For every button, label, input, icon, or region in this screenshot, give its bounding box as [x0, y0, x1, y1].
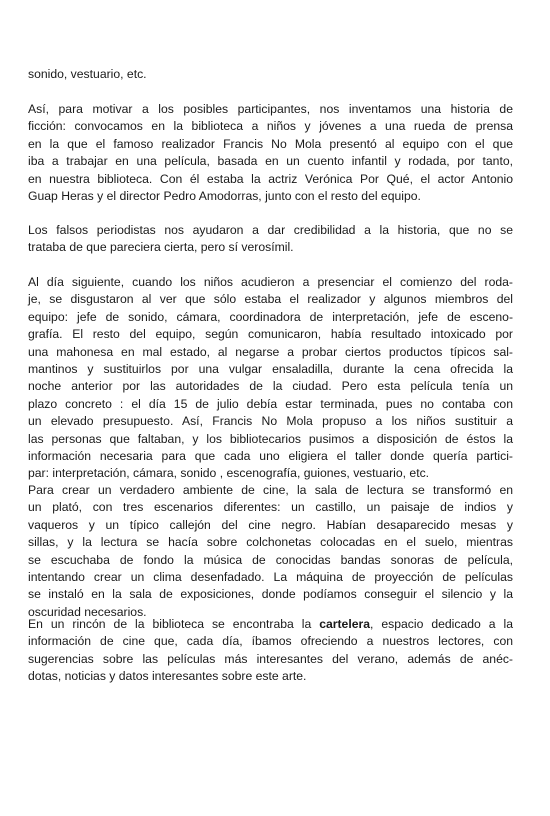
- paragraph-continuation: [28, 66, 513, 83]
- text-line: información necesaria para que cada uno eligiera el taller donde quería partici-: [28, 449, 513, 464]
- text-line: en la que el famoso realizador Francis No Mola presentó al equipo con el que: [28, 136, 513, 151]
- text-line: par: interpretación, cámara, sonido , escenografía, guiones, vestuario, etc.: [28, 466, 430, 481]
- cartelera-keyword: cartelera: [319, 617, 371, 631]
- text-line: Los falsos periodistas nos ayudaron a dar credibilidad a la historia, que no se: [28, 223, 513, 237]
- text-line: trataba de que pareciera cierta, pero sí verosímil.: [28, 240, 294, 255]
- text-line: dotas, noticias y datos interesantes sobre este arte.: [28, 669, 307, 684]
- paragraph-ambiente-de-cine: [28, 482, 513, 621]
- text-line: mantinos y sustituirlos por una vulgar ensaladilla, durante la cena ofrecida la: [28, 362, 513, 377]
- text-line: vaqueros y un típico callejón del cine negro. Habían desaparecido mesas y: [28, 517, 513, 532]
- text-line: se escuchaba de fondo la música de conocidas bandas sonoras de película,: [28, 552, 513, 567]
- text-line: Guap Heras y el director Pedro Amodorras, junto con el resto del equipo.: [28, 189, 421, 204]
- text-line: Así, para motivar a los posibles participantes, nos inventamos una historia de: [28, 102, 513, 116]
- text-line: sillas, y la lectura se hacía sobre colchonetas colocadas en el suelo, mientras: [28, 535, 513, 550]
- paragraph-cartelera: [28, 616, 513, 686]
- text-line: información de cine que, cada día, íbamos ofreciendo a nuestros lectores, con: [28, 634, 513, 649]
- text-line: [28, 616, 513, 633]
- text-line: sugerencias sobre las películas más interesantes del verano, además de anéc-: [28, 651, 513, 666]
- text-line: plazo concreto : el día 15 de julio debía estar terminada, pues no contaba con: [28, 396, 513, 411]
- text-segment: , espacio dedicado a la: [370, 617, 513, 631]
- text-segment: En un rincón de la biblioteca se encontraba la: [28, 617, 320, 631]
- text-line: grafía. El resto del equipo, según comunicaron, había resultado intoxicado por: [28, 327, 513, 342]
- text-line: sonido, vestuario, etc.: [28, 67, 147, 81]
- text-line: je, se disgustaron al ver que sólo estaba el realizador y algunos miembros del: [28, 292, 513, 307]
- text-line: noche anterior por las autoridades de la ciudad. Pero esta película tenía un: [28, 379, 513, 394]
- text-line: un elevado presupuesto. Así, Francis No Mola propuso a los niños sustituir a: [28, 414, 513, 429]
- paragraph-falsos-periodistas: [28, 222, 513, 257]
- text-line: oscuridad necesarios.: [28, 604, 147, 619]
- text-line: Al día siguiente, cuando los niños acudieron a presenciar el comienzo del roda-: [28, 275, 513, 289]
- text-line: equipo: jefe de sonido, cámara, coordinadora de interpretación, jefe de esceno-: [28, 309, 513, 324]
- paragraph-rueda-de-prensa: [28, 101, 513, 205]
- text-line: las personas que faltaban, y los bibliotecarios pusimos a disposición de éstos la: [28, 431, 513, 446]
- text-line: una mahonesa en mal estado, al negarse a probar ciertos productos típicos sal-: [28, 344, 513, 359]
- text-line: intentando crear un clima desenfadado. La máquina de proyección de películas: [28, 570, 513, 585]
- text-line: se instaló en la sala de exposiciones, donde podíamos conseguir el silencio y la: [28, 587, 513, 602]
- text-line: iba a trabajar en una película, basada en un cuento infantil y rodada, por tanto,: [28, 154, 513, 169]
- text-line: ficción: convocamos en la biblioteca a niños y jóvenes a una rueda de prensa: [28, 119, 513, 134]
- text-line: un plató, con tres escenarios diferentes: un castillo, un paisaje de indios y: [28, 500, 513, 515]
- text-line: Para crear un verdadero ambiente de cine, la sala de lectura se transformó en: [28, 483, 513, 497]
- paragraph-dia-siguiente: [28, 274, 513, 483]
- text-line: en nuestra biblioteca. Con él estaba la actriz Verónica Por Qué, el actor Antonio: [28, 171, 513, 186]
